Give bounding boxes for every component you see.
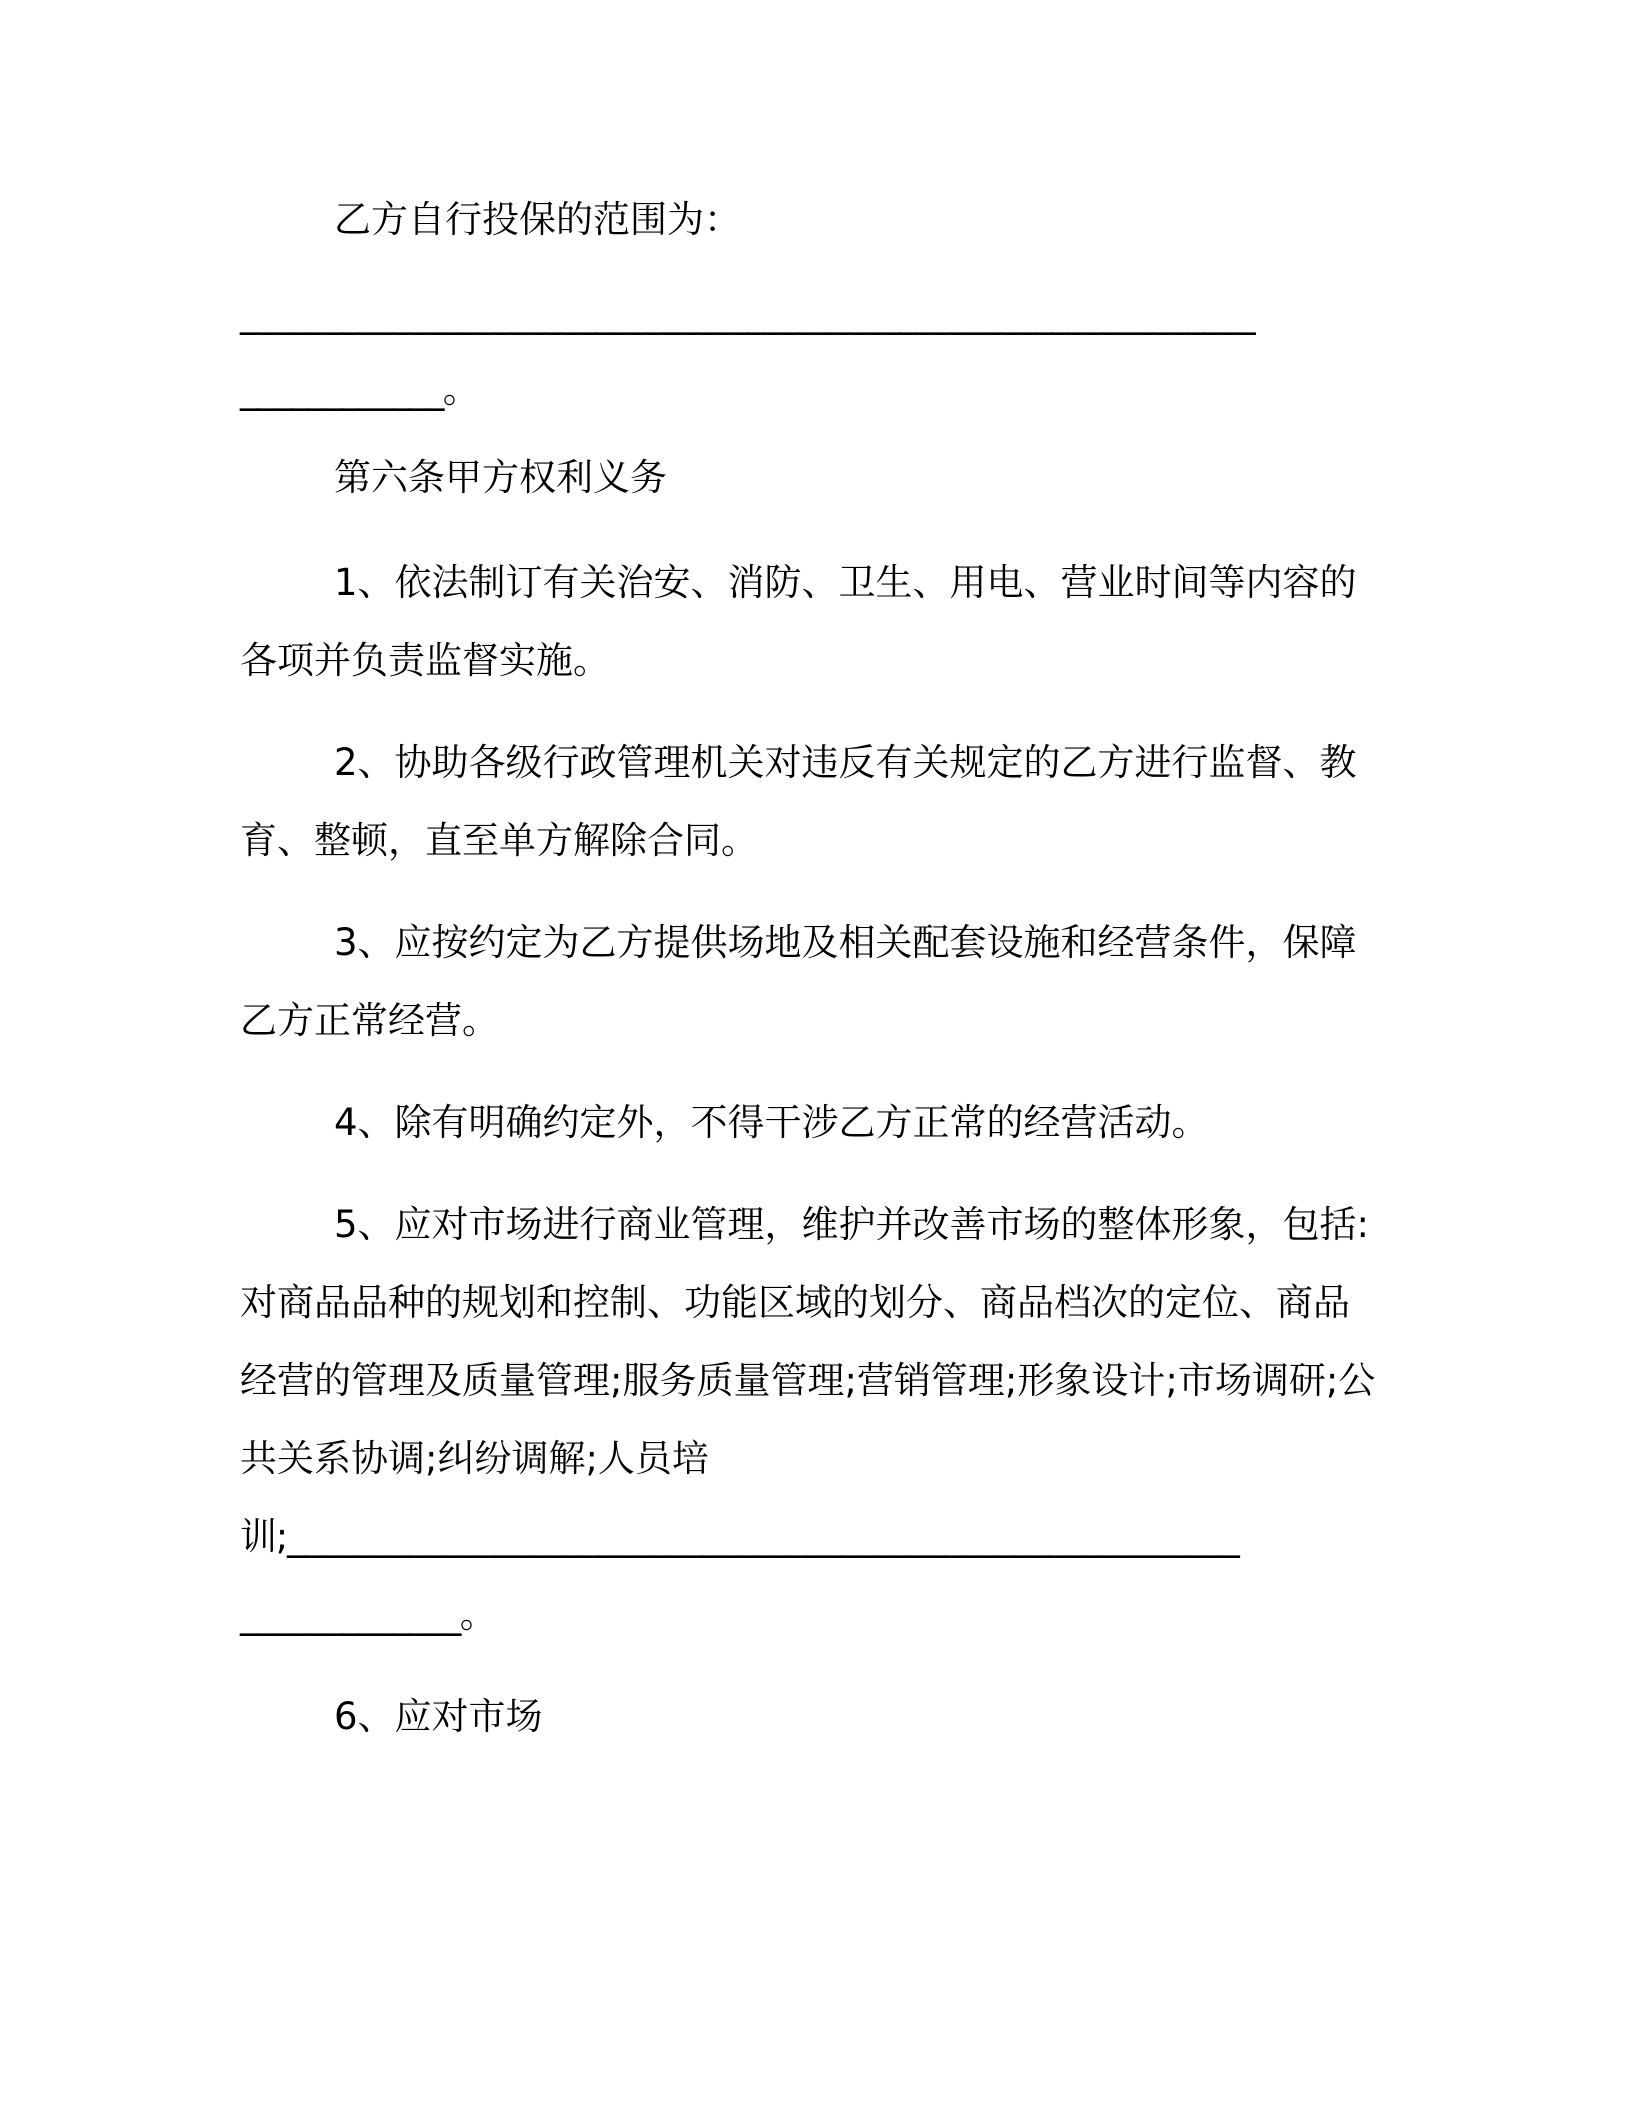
clause-3-line-2: 乙方正常经营。: [240, 999, 499, 1042]
clause-4-line-1: 4、除有明确约定外，不得干涉乙方正常的经营活动。: [334, 1101, 1209, 1144]
clause-5-line-1: 5、应对市场进行商业管理，维护并改善市场的整体形象，包括:: [334, 1203, 1370, 1246]
clause-2-line-1: 2、协助各级行政管理机关对违反有关规定的乙方进行监督、教: [334, 741, 1357, 784]
clause-2-line-2: 育、整顿，直至单方解除合同。: [240, 819, 758, 862]
clause-1-line-2: 各项并负责监督实施。: [240, 639, 610, 682]
article-six-heading: 第六条甲方权利义务: [334, 456, 667, 499]
clause-5-line-3: 经营的管理及质量管理;服务质量管理;营销管理;形象设计;市场调研;公: [240, 1359, 1376, 1402]
clause-6-line-1: 6、应对市场: [334, 1695, 543, 1738]
clause-5-line-6: _____________。: [240, 1593, 496, 1636]
clause-3-line-1: 3、应按约定为乙方提供场地及相关配套设施和经营条件，保障: [334, 921, 1357, 964]
blank-fill-line-end: ____________。: [240, 368, 479, 411]
insurance-scope-line: 乙方自行投保的范围为：: [334, 198, 741, 241]
clause-5-line-4: 共关系协调;纠纷调解;人员培: [240, 1437, 709, 1480]
clause-1-line-1: 1、依法制订有关治安、消防、卫生、用电、营业时间等内容的: [334, 561, 1357, 604]
clause-5-line-5: 训;_______________________________________________________: [240, 1515, 1239, 1558]
clause-5-line-2: 对商品品种的规划和控制、功能区域的划分、商品档次的定位、商品: [240, 1281, 1350, 1324]
blank-fill-line: ____________________________________________________________: [240, 292, 1255, 335]
